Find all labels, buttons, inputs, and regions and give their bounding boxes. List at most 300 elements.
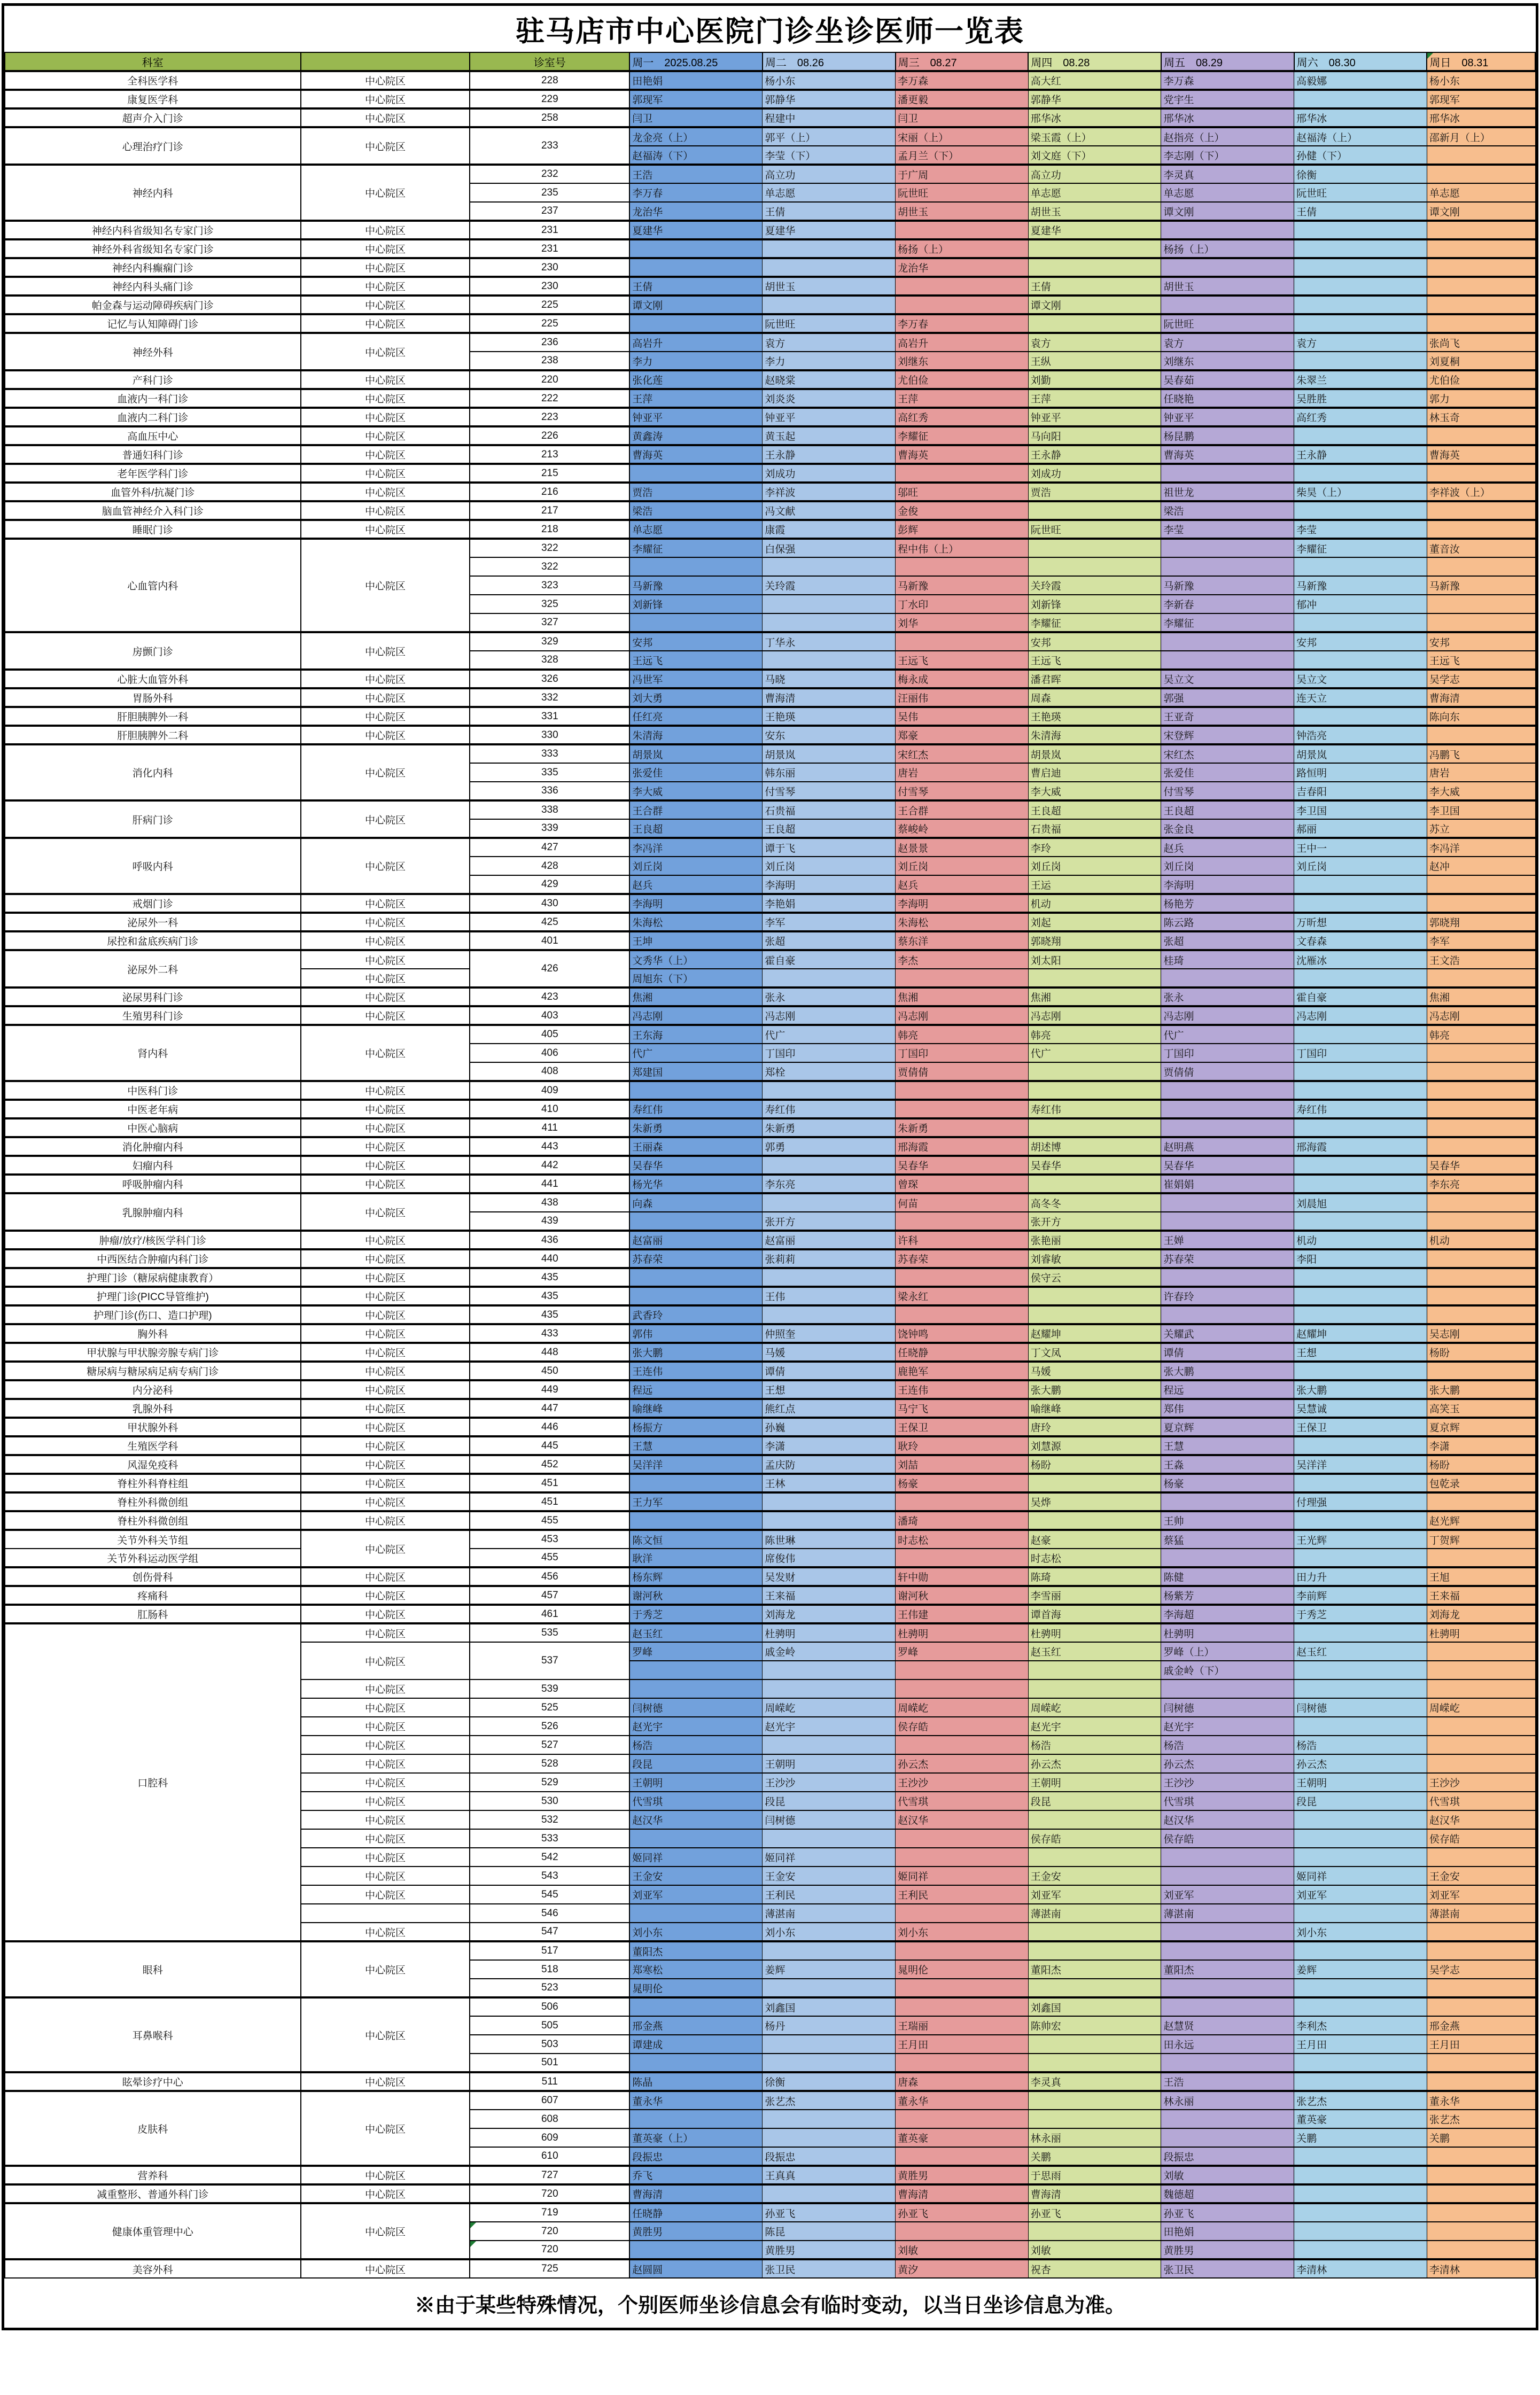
room-cell: 339 — [470, 819, 629, 838]
campus-cell: 中心院区 — [301, 1530, 470, 1567]
day-cell: 王月田 — [896, 2035, 1029, 2054]
day-cell: 夏建华 — [763, 221, 896, 239]
day-cell: 杨紫芳 — [1161, 1586, 1294, 1605]
day-cell — [763, 2054, 896, 2072]
table-row — [5, 501, 1535, 520]
day-cell: 王亚奇 — [1161, 707, 1294, 726]
day-cell: 谢河秋 — [896, 1586, 1029, 1605]
day-cell: 胡世玉 — [1028, 202, 1161, 221]
day-cell: 王慧 — [1161, 1436, 1294, 1455]
room-cell: 336 — [470, 782, 629, 800]
room-cell: 517 — [470, 1941, 629, 1960]
day-cell: 尤伯俭 — [1427, 370, 1535, 389]
table-row — [5, 1567, 1535, 1586]
day-cell: 杨光华 — [629, 1175, 763, 1193]
day-cell — [763, 1193, 896, 1212]
campus-cell: 中心院区 — [301, 1193, 470, 1231]
day-cell: 赵耀坤 — [1294, 1324, 1427, 1343]
day-cell — [1294, 2222, 1427, 2241]
campus-cell: 中心院区 — [301, 969, 470, 987]
table-row — [5, 464, 1535, 483]
table-row — [5, 1511, 1535, 1530]
day-cell: 时志松 — [1028, 1549, 1161, 1567]
campus-cell: 中心院区 — [301, 1156, 470, 1175]
day-cell: 寿红伟 — [1294, 1100, 1427, 1118]
day-cell: 张开方 — [1028, 1212, 1161, 1231]
day-cell: 赵光宇 — [763, 1717, 896, 1736]
day-cell: 朱海松 — [896, 913, 1029, 931]
room-cell: 323 — [470, 576, 629, 595]
campus-cell: 中心院区 — [301, 520, 470, 539]
day-cell — [896, 277, 1029, 296]
day-cell — [896, 1305, 1029, 1324]
header-dept: 科室 — [5, 52, 301, 71]
day-cell — [1427, 146, 1535, 165]
dept-cell: 心脏大血管外科 — [5, 670, 301, 688]
day-cell: 高红秀 — [1294, 408, 1427, 426]
day-cell: 董英豪 — [1294, 2110, 1427, 2128]
day-cell: 段振忠 — [763, 2147, 896, 2166]
day-cell: 赵光宇 — [1161, 1717, 1294, 1736]
dept-cell: 美容外科 — [5, 2259, 301, 2278]
day-cell — [1427, 2072, 1535, 2091]
day-cell — [1294, 1474, 1427, 1492]
day-cell: 郭静华 — [1028, 90, 1161, 108]
day-cell — [1028, 557, 1161, 576]
day-cell: 杨东辉 — [629, 1567, 763, 1586]
table-row — [5, 894, 1535, 913]
day-cell: 郭强 — [1161, 688, 1294, 707]
day-cell: 郑豪 — [896, 726, 1029, 744]
day-cell — [1161, 258, 1294, 277]
day-cell — [1294, 239, 1427, 258]
day-cell — [1294, 1829, 1427, 1848]
day-cell: 机动 — [1294, 1231, 1427, 1249]
day-cell — [763, 557, 896, 576]
day-cell — [896, 969, 1029, 987]
day-cell — [1427, 1081, 1535, 1100]
day-cell — [629, 2054, 763, 2072]
day-cell: 冯志刚 — [1161, 1006, 1294, 1025]
day-cell — [1294, 1810, 1427, 1829]
day-cell — [763, 1305, 896, 1324]
day-cell — [1294, 1212, 1427, 1231]
day-cell: 刘丘岗 — [1161, 857, 1294, 875]
day-cell — [896, 1081, 1029, 1100]
day-cell: 朱海松 — [629, 913, 763, 931]
day-cell: 刘亚军 — [1161, 1885, 1294, 1904]
dept-cell: 记忆与认知障碍门诊 — [5, 314, 301, 333]
day-cell: 龙金亮（上） — [629, 127, 763, 146]
day-cell: 黄胜男 — [896, 2166, 1029, 2184]
day-cell: 于广周 — [896, 165, 1029, 183]
day-cell: 安东 — [763, 726, 896, 744]
day-cell: 吴伟 — [896, 707, 1029, 726]
day-cell: 刘勤 — [1028, 370, 1161, 389]
dept-cell: 眩晕诊疗中心 — [5, 2072, 301, 2091]
day-cell: 刘鑫国 — [1028, 1997, 1161, 2016]
day-cell: 董阳杰 — [1161, 1960, 1294, 1979]
day-cell: 李志刚（下） — [1161, 146, 1294, 165]
day-cell: 何苗 — [896, 1193, 1029, 1212]
day-cell — [1294, 2054, 1427, 2072]
day-cell — [629, 1081, 763, 1100]
day-cell: 王良超 — [1028, 800, 1161, 819]
day-cell: 林玉奇 — [1427, 408, 1535, 426]
day-cell: 闫树德 — [1161, 1698, 1294, 1717]
day-cell — [1161, 969, 1294, 987]
day-cell: 谢河秋 — [629, 1586, 763, 1605]
day-cell: 姬同祥 — [1294, 1867, 1427, 1885]
day-cell — [1028, 1118, 1161, 1137]
day-cell — [763, 1492, 896, 1511]
day-cell — [1028, 2091, 1161, 2110]
day-cell: 代雪琪 — [896, 1792, 1029, 1810]
day-cell: 孙健（下） — [1294, 146, 1427, 165]
day-cell — [1028, 258, 1161, 277]
day-cell: 黄玉起 — [763, 426, 896, 445]
day-cell: 王丽森 — [629, 1137, 763, 1156]
day-cell: 马新豫 — [1161, 576, 1294, 595]
day-cell — [629, 1268, 763, 1287]
day-cell — [1427, 1362, 1535, 1380]
room-cell: 406 — [470, 1044, 629, 1062]
day-cell: 刘丘岗 — [896, 857, 1029, 875]
day-cell — [629, 1997, 763, 2016]
table-row — [5, 1268, 1535, 1287]
day-cell: 李新春 — [1161, 595, 1294, 613]
day-cell — [1294, 1679, 1427, 1698]
day-cell: 代广 — [1161, 1025, 1294, 1044]
day-cell: 赵汉华 — [629, 1810, 763, 1829]
day-cell: 侯存皓 — [1028, 1829, 1161, 1848]
day-cell: 赵兵 — [896, 875, 1029, 894]
day-cell: 李阳 — [1294, 1249, 1427, 1268]
day-cell — [763, 1156, 896, 1175]
day-cell: 吴春华 — [1427, 1156, 1535, 1175]
day-cell — [896, 632, 1029, 651]
day-cell: 李大威 — [629, 782, 763, 800]
campus-cell: 中心院区 — [301, 1698, 470, 1717]
room-cell: 328 — [470, 651, 629, 670]
day-cell: 李万森 — [1161, 71, 1294, 90]
day-cell: 邢金燕 — [629, 2016, 763, 2035]
campus-cell: 中心院区 — [301, 483, 470, 501]
day-cell — [1294, 1362, 1427, 1380]
day-cell: 刘海龙 — [1427, 1605, 1535, 1623]
day-cell: 梁浩 — [629, 501, 763, 520]
room-cell: 451 — [470, 1474, 629, 1492]
day-cell: 程远 — [1161, 1380, 1294, 1399]
day-cell: 赵汉华 — [1161, 1810, 1294, 1829]
day-cell: 胡世玉 — [763, 277, 896, 296]
day-cell: 寿红伟 — [763, 1100, 896, 1118]
campus-cell: 中心院区 — [301, 1380, 470, 1399]
room-cell: 457 — [470, 1586, 629, 1605]
day-cell: 刘敏 — [1028, 2241, 1161, 2259]
day-cell: 刘亚军 — [629, 1885, 763, 1904]
day-cell: 张艳丽 — [1028, 1231, 1161, 1249]
day-cell: 刘亚军 — [1294, 1885, 1427, 1904]
day-cell: 付理强 — [1294, 1492, 1427, 1511]
room-cell: 535 — [470, 1623, 629, 1642]
day-cell: 李潇 — [1427, 1436, 1535, 1455]
day-cell — [1427, 1193, 1535, 1212]
day-cell — [1028, 2110, 1161, 2128]
table-row — [5, 1006, 1535, 1025]
room-cell: 441 — [470, 1175, 629, 1193]
room-cell: 725 — [470, 2259, 629, 2278]
room-cell: 727 — [470, 2166, 629, 2184]
day-cell: 代雪琪 — [1161, 1792, 1294, 1810]
day-cell: 刘小东 — [896, 1923, 1029, 1941]
day-cell: 赵玉红 — [1028, 1642, 1161, 1661]
day-cell: 杜骋明 — [896, 1623, 1029, 1642]
room-cell: 223 — [470, 408, 629, 426]
room-cell: 423 — [470, 987, 629, 1006]
day-cell — [1028, 501, 1161, 520]
day-cell: 杨小东 — [1427, 71, 1535, 90]
room-cell: 443 — [470, 1137, 629, 1156]
day-cell: 高笑玉 — [1427, 1399, 1535, 1418]
day-cell: 王合群 — [896, 800, 1029, 819]
schedule-sheet — [2, 3, 1538, 2330]
campus-cell: 中心院区 — [301, 1679, 470, 1698]
day-cell: 刘海龙 — [763, 1605, 896, 1623]
dept-cell: 乳腺外科 — [5, 1399, 301, 1418]
day-cell: 王良超 — [629, 819, 763, 838]
day-cell: 任晓静 — [629, 2203, 763, 2222]
day-cell: 唐玲 — [1028, 1418, 1161, 1436]
day-cell — [896, 1829, 1029, 1848]
day-cell: 机动 — [1427, 1231, 1535, 1249]
table-row — [5, 1474, 1535, 1492]
day-cell — [896, 1848, 1029, 1867]
day-cell: 马晓 — [763, 670, 896, 688]
day-cell: 李卫国 — [1427, 800, 1535, 819]
campus-cell: 中心院区 — [301, 726, 470, 744]
campus-cell: 中心院区 — [301, 464, 470, 483]
day-cell: 杨豪 — [896, 1474, 1029, 1492]
campus-cell: 中心院区 — [301, 2091, 470, 2166]
day-cell: 安邦 — [629, 632, 763, 651]
day-cell: 程中伟（上） — [896, 539, 1029, 557]
day-cell — [1427, 1549, 1535, 1567]
day-cell: 董永华 — [629, 2091, 763, 2110]
day-cell: 王力军 — [629, 1492, 763, 1511]
day-cell: 王沙沙 — [763, 1773, 896, 1792]
day-cell: 王永静 — [763, 445, 896, 464]
day-cell: 张艺杰 — [1427, 2110, 1535, 2128]
day-cell: 李大威 — [1028, 782, 1161, 800]
day-cell: 高岩升 — [629, 333, 763, 352]
room-cell: 213 — [470, 445, 629, 464]
day-cell — [896, 1941, 1029, 1960]
table-row — [5, 1623, 1535, 1642]
header-room: 诊室号 — [470, 52, 629, 71]
campus-cell: 中心院区 — [301, 1118, 470, 1137]
room-cell: 529 — [470, 1773, 629, 1792]
day-cell: 董阳杰 — [629, 1941, 763, 1960]
day-cell: 胡世玉 — [896, 202, 1029, 221]
campus-cell: 中心院区 — [301, 108, 470, 127]
room-cell: 546 — [470, 1904, 629, 1923]
dept-cell: 疼痛科 — [5, 1586, 301, 1605]
day-cell: 王朝明 — [629, 1773, 763, 1792]
day-cell: 张化莲 — [629, 370, 763, 389]
dept-cell: 高血压中心 — [5, 426, 301, 445]
table-row — [5, 1455, 1535, 1474]
dept-cell: 肝病门诊 — [5, 800, 301, 838]
day-cell: 胡景岚 — [629, 744, 763, 763]
day-cell: 徐衡 — [763, 2072, 896, 2091]
day-cell: 李灵真 — [1161, 165, 1294, 183]
day-cell: 梅永成 — [896, 670, 1029, 688]
day-cell — [1294, 1436, 1427, 1455]
day-cell: 段振忠 — [1161, 2147, 1294, 2166]
room-cell: 217 — [470, 501, 629, 520]
day-cell: 万昕想 — [1294, 913, 1427, 931]
room-cell: 453 — [470, 1530, 629, 1549]
day-cell — [1427, 277, 1535, 296]
room-cell: 442 — [470, 1156, 629, 1175]
day-cell: 林永丽 — [1028, 2128, 1161, 2147]
day-cell: 吉春阳 — [1294, 782, 1427, 800]
day-cell: 董音汝 — [1427, 539, 1535, 557]
day-cell: 郑栓 — [763, 1062, 896, 1081]
day-cell: 张大鹏 — [1161, 1362, 1294, 1380]
day-cell: 贾倩倩 — [1161, 1062, 1294, 1081]
table-row — [5, 2184, 1535, 2203]
room-cell: 433 — [470, 1324, 629, 1343]
table-row — [5, 1081, 1535, 1100]
day-cell: 刘太阳 — [1028, 950, 1161, 969]
day-cell — [1294, 1623, 1427, 1642]
day-cell: 袁方 — [1028, 333, 1161, 352]
day-cell: 胡世玉 — [1161, 277, 1294, 296]
dept-cell: 普通妇科门诊 — [5, 445, 301, 464]
day-cell — [629, 258, 763, 277]
day-cell: 邬旺 — [896, 483, 1029, 501]
campus-cell: 中心院区 — [301, 127, 470, 165]
day-cell: 王利民 — [896, 1885, 1029, 1904]
day-cell: 高岩升 — [896, 333, 1029, 352]
day-cell: 谭倩 — [1161, 1343, 1294, 1362]
day-cell: 曹海清 — [629, 2184, 763, 2203]
day-cell: 李耀征 — [1161, 613, 1294, 632]
day-cell — [629, 1212, 763, 1231]
day-cell: 林永丽 — [1161, 2091, 1294, 2110]
day-cell: 张超 — [1161, 931, 1294, 950]
dept-cell: 护理门诊(伤口、造口护理) — [5, 1305, 301, 1324]
room-cell: 403 — [470, 1006, 629, 1025]
campus-cell: 中心院区 — [301, 1848, 470, 1867]
campus-cell: 中心院区 — [301, 1287, 470, 1305]
dept-cell: 关节外科关节组 — [5, 1530, 301, 1549]
room-cell: 429 — [470, 875, 629, 894]
dept-cell: 甲状腺外科 — [5, 1418, 301, 1436]
day-cell: 吴洋洋 — [1294, 1455, 1427, 1474]
day-cell: 黄鑫涛 — [629, 426, 763, 445]
day-cell: 付雪琴 — [896, 782, 1029, 800]
dept-cell: 胸外科 — [5, 1324, 301, 1343]
day-cell: 吴洋洋 — [629, 1455, 763, 1474]
day-cell — [1427, 2222, 1535, 2241]
room-cell: 455 — [470, 1511, 629, 1530]
day-cell: 王纵 — [1028, 352, 1161, 370]
day-cell: 陈向东 — [1427, 707, 1535, 726]
day-cell: 陈琦 — [1028, 1567, 1161, 1586]
room-cell: 220 — [470, 370, 629, 389]
day-cell: 王萍 — [896, 389, 1029, 408]
campus-cell: 中心院区 — [301, 1867, 470, 1885]
table-row — [5, 1530, 1535, 1549]
day-cell: 刘亚军 — [1427, 1885, 1535, 1904]
day-cell: 陈晶 — [629, 2072, 763, 2091]
room-cell: 409 — [470, 1081, 629, 1100]
day-cell: 关玲霞 — [763, 576, 896, 595]
campus-cell: 中心院区 — [301, 1305, 470, 1324]
day-cell: 李冯洋 — [629, 838, 763, 857]
room-cell: 503 — [470, 2035, 629, 2054]
day-cell: 刘敏 — [896, 2241, 1029, 2259]
room-cell: 258 — [470, 108, 629, 127]
day-cell: 寿红伟 — [1028, 1100, 1161, 1118]
day-cell: 李海超 — [1161, 1605, 1294, 1623]
day-cell: 龙治华 — [896, 258, 1029, 277]
day-cell: 晁明伦 — [629, 1979, 763, 1997]
dept-cell: 房颤门诊 — [5, 632, 301, 670]
day-cell — [1294, 1268, 1427, 1287]
day-cell: 高红秀 — [896, 408, 1029, 426]
day-cell: 贾倩倩 — [896, 1062, 1029, 1081]
day-cell — [1427, 1062, 1535, 1081]
day-cell: 王东海 — [629, 1025, 763, 1044]
room-cell: 401 — [470, 931, 629, 950]
day-cell — [1294, 1118, 1427, 1137]
day-cell: 柴昊（上） — [1294, 483, 1427, 501]
day-cell — [1161, 651, 1294, 670]
day-cell: 王倩 — [763, 202, 896, 221]
day-cell: 时志松 — [896, 1530, 1029, 1549]
day-cell: 赵耀坤 — [1028, 1324, 1161, 1343]
day-cell — [1294, 90, 1427, 108]
room-cell: 440 — [470, 1249, 629, 1268]
table-row — [5, 221, 1535, 239]
day-cell: 代雪琪 — [629, 1792, 763, 1810]
day-cell — [1294, 1979, 1427, 1997]
table-row — [5, 688, 1535, 707]
day-cell: 胡景岚 — [1028, 744, 1161, 763]
room-cell: 325 — [470, 595, 629, 613]
dept-cell: 糖尿病与糖尿病足病专病门诊 — [5, 1362, 301, 1380]
day-cell — [1427, 1137, 1535, 1156]
campus-cell: 中心院区 — [301, 539, 470, 632]
room-cell: 326 — [470, 670, 629, 688]
dept-cell: 泌尿外一科 — [5, 913, 301, 931]
day-cell: 于秀芝 — [1294, 1605, 1427, 1623]
campus-cell: 中心院区 — [301, 501, 470, 520]
dept-cell: 护理门诊（糖尿病健康教育） — [5, 1268, 301, 1287]
day-cell: 谭文刚 — [1161, 202, 1294, 221]
day-cell — [763, 651, 896, 670]
day-cell: 李潇 — [763, 1436, 896, 1455]
campus-cell: 中心院区 — [301, 950, 470, 969]
table-row — [5, 913, 1535, 931]
header-day-sunday: 周日 08.31 — [1427, 52, 1535, 71]
dept-cell: 甲状腺与甲状腺旁腺专病门诊 — [5, 1343, 301, 1362]
table-row — [5, 838, 1535, 857]
